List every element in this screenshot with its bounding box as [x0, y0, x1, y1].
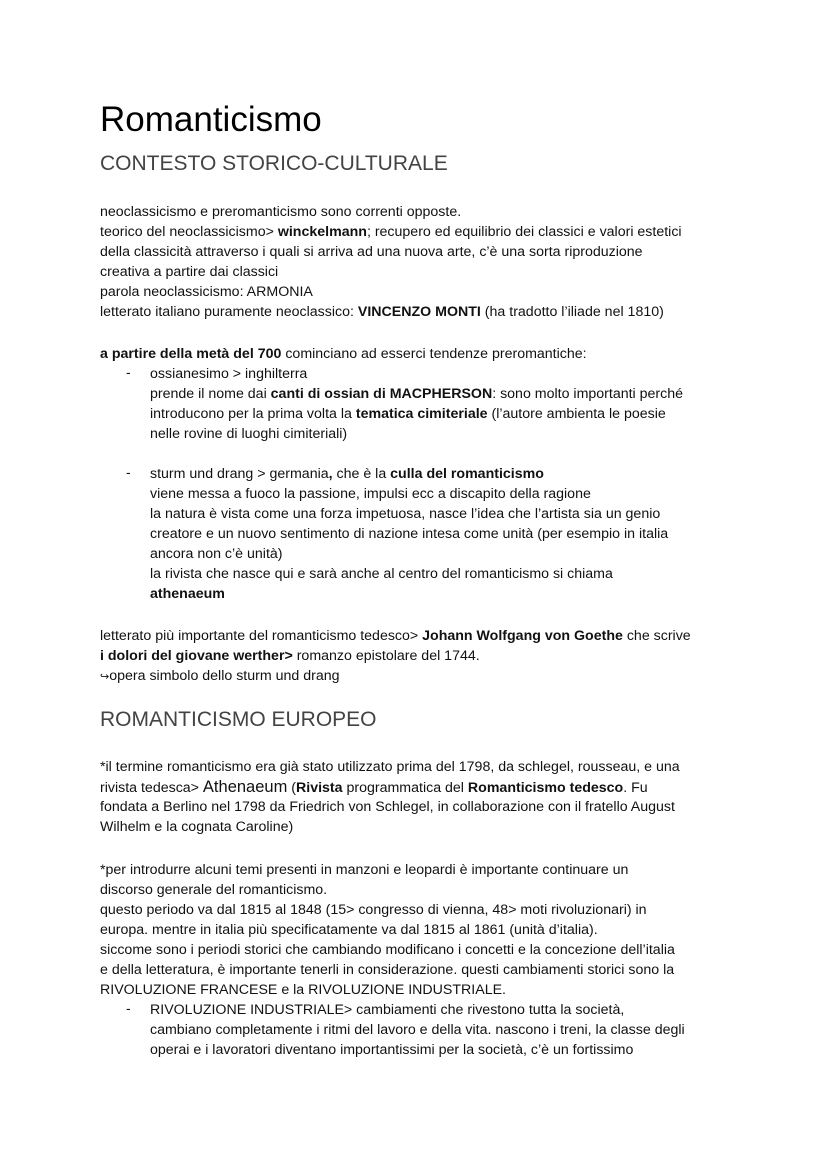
bold-text: canti di ossian di MACPHERSON — [270, 386, 493, 402]
text-line — [100, 262, 278, 282]
text-line — [100, 344, 587, 364]
text-run: cambiano completamente i ritmi del lavoro e della vita. nascono i treni, la classe degli — [150, 1022, 685, 1038]
text-line — [100, 646, 480, 666]
text-line — [100, 626, 691, 646]
text-run: teorico del neoclassicismo> — [100, 224, 278, 240]
text-run: RIVOLUZIONE INDUSTRIALE> cambiamenti che rivestono tutta la società, — [150, 1002, 625, 1018]
text-run: discorso generale del romanticismo. — [100, 882, 328, 898]
bold-text: , — [328, 466, 333, 482]
text-run: ancora non c’è unità) — [150, 546, 283, 562]
text-line — [150, 1020, 685, 1040]
bullet-dash: - — [126, 364, 131, 380]
bullet-dash: - — [126, 464, 131, 480]
text-run: la rivista che nasce qui e sarà anche al centro del romanticismo si chiama — [150, 566, 613, 582]
text-line — [100, 900, 647, 920]
text-line — [150, 424, 347, 444]
bold-text: winckelmann — [277, 224, 367, 240]
text-line — [150, 364, 307, 384]
bold-text: Johann Wolfgang von Goethe — [422, 628, 623, 644]
text-line — [150, 1000, 624, 1020]
text-run: parola neoclassicismo: ARMONIA — [100, 284, 313, 300]
text-line — [100, 222, 682, 242]
bold-text: tematica cimiteriale — [355, 406, 488, 422]
text-line — [100, 860, 628, 880]
text-line — [150, 484, 591, 504]
section-heading-contesto: CONTESTO STORICO-CULTURALE — [100, 152, 448, 175]
text-line — [150, 404, 666, 424]
text-run: Wilhelm e la cognata Caroline) — [100, 819, 294, 835]
text-line — [100, 302, 664, 322]
text-line — [100, 960, 674, 980]
text-run: : sono molto importanti perché — [492, 386, 684, 402]
text-run: prende il nome dai — [150, 386, 271, 402]
bold-text: VINCENZO MONTI — [357, 304, 481, 320]
text-line — [100, 666, 340, 687]
text-run: (ha tradotto l’iliade nel 1810) — [480, 304, 664, 320]
text-run: *il termine romanticismo era già stato utilizzato prima del 1798, da schlegel, rousseau, e una — [100, 759, 680, 775]
bold-text: i dolori del giovane werther> — [100, 648, 293, 664]
text-line — [100, 880, 327, 900]
text-line — [100, 202, 461, 222]
text-run: questo periodo va dal 1815 al 1848 (15> congresso di vienna, 48> moti rivoluzionari) in — [100, 902, 647, 918]
text-run: operai e i lavoratori diventano importantissimi per la società, c’è un fortissimo — [150, 1042, 634, 1058]
text-line — [150, 384, 683, 404]
text-line — [100, 242, 643, 262]
text-run: neoclassicismo e preromanticismo sono correnti opposte. — [100, 204, 462, 220]
text-line — [100, 757, 680, 777]
text-run: ossianesimo > inghilterra — [150, 366, 308, 382]
bold-text: Romanticismo tedesco — [467, 780, 624, 796]
text-line — [150, 464, 544, 484]
text-run: *per introdurre alcuni temi presenti in manzoni e leopardi è importante continuare un — [100, 862, 629, 878]
text-line — [150, 584, 225, 604]
text-run: ( — [287, 780, 296, 796]
bold-text: Rivista — [296, 780, 343, 796]
text-line — [100, 777, 648, 798]
text-run: introducono per la prima volta la — [150, 406, 356, 422]
text-run: della classicità attraverso i quali si arriva ad una nuova arte, c’è una sorta riproduzione — [100, 244, 643, 260]
text-line — [100, 920, 598, 940]
text-run: romanzo epistolare del 1744. — [292, 648, 480, 664]
text-run: (l’autore ambienta le poesie — [487, 406, 666, 422]
text-run: programmatica del — [342, 780, 468, 796]
text-run: ↪ — [100, 671, 110, 683]
bold-text: athenaeum — [150, 586, 225, 602]
text-run: ; recupero ed equilibrio dei classici e valori estetici — [366, 224, 682, 240]
bold-text: culla del romanticismo — [390, 466, 544, 482]
text-run: che scrive — [622, 628, 691, 644]
text-line — [100, 980, 506, 1000]
text-line — [100, 940, 675, 960]
text-run: cominciano ad esserci tendenze preromantiche: — [281, 346, 587, 362]
text-run: siccome sono i periodi storici che cambiando modificano i concetti e la concezione dell’italia — [100, 942, 675, 958]
bold-text: a partire della metà del 700 — [100, 346, 282, 362]
text-run: RIVOLUZIONE FRANCESE e la RIVOLUZIONE INDUSTRIALE. — [100, 982, 506, 998]
page-title: Romanticismo — [100, 100, 322, 139]
text-line — [150, 564, 613, 584]
text-run: opera simbolo dello sturm und drang — [109, 668, 340, 684]
text-run: . Fu — [623, 780, 648, 796]
text-run: fondata a Berlino nel 1798 da Friedrich von Schlegel, in collaborazione con il fratello August — [100, 799, 675, 815]
text-run: letterato italiano puramente neoclassico: — [100, 304, 358, 320]
text-line — [100, 282, 313, 302]
text-run: Athenaeum — [202, 778, 288, 796]
text-run: letterato più importante del romanticismo tedesco> — [100, 628, 423, 644]
text-line — [150, 1040, 633, 1060]
text-run: creatore e un nuovo sentimento di nazione intesa come unità (per esempio in italia — [150, 526, 669, 542]
bullet-dash: - — [126, 1000, 131, 1016]
text-line — [150, 544, 283, 564]
text-line — [100, 797, 675, 817]
text-line — [150, 524, 668, 544]
text-run: viene messa a fuoco la passione, impulsi ecc a discapito della ragione — [150, 486, 591, 502]
text-run: europa. mentre in italia più specificatamente va dal 1815 al 1861 (unità d’italia). — [100, 922, 598, 938]
text-line — [100, 817, 293, 837]
text-run: la natura è vista come una forza impetuosa, nasce l’idea che l’artista sia un genio — [150, 506, 661, 522]
text-run: rivista tedesca> — [100, 780, 203, 796]
text-run: nelle rovine di luoghi cimiteriali) — [150, 426, 348, 442]
text-line — [150, 504, 660, 524]
text-run: che è la — [332, 466, 391, 482]
section-heading-europeo: ROMANTICISMO EUROPEO — [100, 708, 377, 731]
text-run: sturm und drang > germania — [150, 466, 329, 482]
text-run: e della letteratura, è importante tenerli in considerazione. questi cambiamenti storici sono la — [100, 962, 675, 978]
text-run: creativa a partire dai classici — [100, 264, 279, 280]
